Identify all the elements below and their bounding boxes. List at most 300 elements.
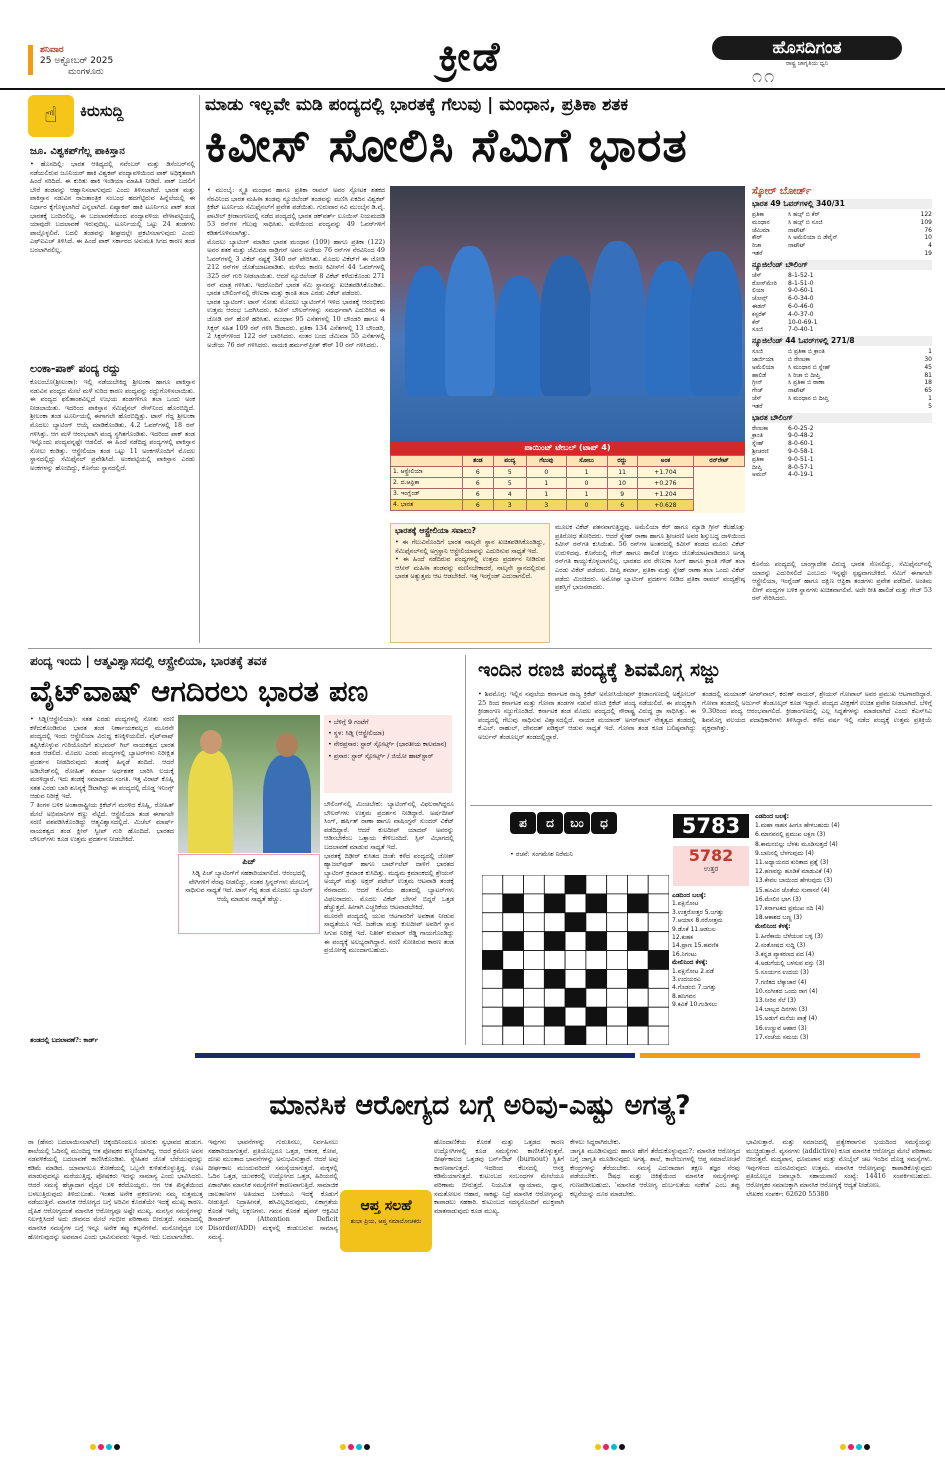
pt-header: ಪಂದ್ಯ <box>493 456 527 467</box>
clue-item: 14.ಪ್ರಾಣ 15.ಹವಣಿಕ <box>672 942 719 950</box>
score-cell: 18 <box>924 379 932 387</box>
scoreboard <box>752 186 932 556</box>
clue-item: 17.ಕರ್ನಾಟಕದ ಪ್ರಮುಖ ನದಿ (4) <box>755 905 824 913</box>
crossword-cell[interactable] <box>503 932 524 951</box>
odi-kicker: ಪಂದ್ಯ ಇಂದು | ಆತ್ಮವಿಶ್ವಾಸದಲ್ಲಿ ಆಸ್ಟ್ರೇಲಿಯಾ, ಭಾರತಕ್ಕೆ ತವಕ <box>30 654 267 668</box>
crossword-cell[interactable] <box>607 932 628 951</box>
score-cell: ದೀಪ್ತಿ <box>752 463 762 471</box>
score-row <box>752 464 932 472</box>
pt-header: ರದ್ದು <box>607 456 637 467</box>
crossword-cell[interactable] <box>524 988 545 1007</box>
logo-name: ಹೊಸದಿಗಂತ <box>712 36 902 60</box>
bowling-1-heading: ನ್ಯೂಜಿಲೆಂಡ್ ಬೌಲಿಂಗ್ <box>752 260 932 270</box>
pitch-body: ಸಿಡ್ನಿ ಪಿಚ್ ಬ್ಯಾಟಿಂಗ್‌ಗೆ ಸಹಕಾರಿಯಾಗಲಿದೆ. ಆರಂಭದಲ್ಲಿ ವೇಗಿಗಳಿಗೆ ನೆರವು ನೀಡಲಿದ್ದು, ನಂತರ ಸ್ಪಿನ್ನರ್‌ಗಳು ಮೇಲುಗೈ ಸಾಧಿಸುವ ಸಾಧ್ಯತೆ ಇದೆ. ಟಾಸ್ ಗೆದ್ದ ತಂಡ ಮೊದಲು ಬ್ಯಾಟಿಂಗ್ ಆಯ್ಕೆ ಮಾಡುವ ಸಾಧ್ಯತೆ ಹೆಚ್ಚು. <box>185 869 313 903</box>
kirusuddi-title: ಕಿರುಸುದ್ದಿ <box>80 102 124 120</box>
crossword-cell[interactable] <box>607 894 628 913</box>
score-row <box>752 295 932 303</box>
clue-item: 9.ಡೊಕೆ 11.ಆಡಬಲ <box>672 925 716 933</box>
pt-cell: 3 <box>527 500 566 511</box>
crossword-cell[interactable] <box>482 913 503 932</box>
score-cell: ಬಿ ಪ್ರತಿಕಾ ಬಿ ಕ್ರಾಂತಿ <box>788 348 825 356</box>
odi-headline: ವೈಟ್‌ವಾಷ್ ಆಗದಿರಲು ಭಾರತ ಪಣ <box>30 674 369 708</box>
crossword-cell[interactable] <box>648 988 669 1007</box>
question-box-headline: ಭಾರತಕ್ಕೆ ಆಸ್ಟ್ರೇಲಿಯಾ ಸವಾಲು? <box>395 526 477 535</box>
score-row <box>752 303 932 311</box>
match-info-item: • ಸ್ಥಳ: ಸಿಡ್ನಿ (ಆಸ್ಟ್ರೇಲಿಯಾ) <box>328 729 385 738</box>
odi-body-left: • ಸಿಡ್ನಿ(ಆಸ್ಟ್ರೇಲಿಯಾ): ಸತತ ಎರಡು ಪಂದ್ಯಗಳಲ್ಲಿ ಸೋತು ಸರಣಿ ಕಳೆದುಕೊಂಡಿರುವ ಭಾರತ ತಂಡ ನಿರ್ಣಾಯಕವಲ್ಲದ ಮೂರನೇ ಪಂದ್ಯದಲ್ಲಿ ಇಂದು ಆಸ್ಟ್ರೇಲಿಯಾ ವಿರುದ್ಧ ಕಣಕ್ಕಿಳಿಯಲಿದೆ. ವೈಟ್‌ವಾಷ್ ತಪ್ಪಿಸಿಕೊಳ್ಳುವ ಗುರಿಯೊಂದಿಗೆ ಶುಭಮನ್ ಗಿಲ್ ನಾಯಕತ್ವದ ಭಾರತ ತಂಡ ಆಡಲಿದೆ. ಮೊದಲ ಎರಡು ಪಂದ್ಯಗಳಲ್ಲಿ ಬ್ಯಾಟರ್‌ಗಳು ನಿರೀಕ್ಷಿತ ಪ್ರದರ್ಶನ ನೀಡದಿರುವುದು ತಂಡಕ್ಕೆ ಹಿನ್ನಡೆ ತಂದಿದೆ. ಆದರೆ ಅಡಿಲೇಡ್‌ನಲ್ಲಿ ರೋಹಿತ್ ಶರ್ಮಾ ಅರ್ಧಶತಕ ಬಾರಿಸಿ ಲಯಕ್ಕೆ ಮರಳಿದ್ದಾರೆ. ಇದು ತಂಡಕ್ಕೆ ಸಮಾಧಾನದ ಸಂಗತಿ. ಇತ್ತ ವಿರಾಟ್ ಕೊಹ್ಲಿ ಸತತ ಎರಡು ಬಾರಿ ಶೂನ್ಯಕ್ಕೆ ಔಟಾಗಿದ್ದು ಈ ಪಂದ್ಯದಲ್ಲಿ ದೊಡ್ಡ ಇನಿಂಗ್ಸ್ ಆಡುವ ನಿರೀಕ್ಷೆ ಇದೆ. 7 ತಿಂಗಳ ಬಳಿಕ ಅಂತಾರಾಷ್ಟ್ರೀಯ ಕ್ರಿಕೆಟ್‌ಗೆ ಮರಳಿದ ಕೊಹ್ಲಿ, ರೋಹಿತ್ ಮೇಲೆ ಅಭಿಮಾನಿಗಳ ಕಣ್ಣು ನೆಟ್ಟಿದೆ. ಆಸ್ಟ್ರೇಲಿಯಾ ತಂಡ ಈಗಾಗಲೇ ಸರಣಿ ವಶಪಡಿಸಿಕೊಂಡಿದ್ದು ಆತ್ಮವಿಶ್ವಾಸದಲ್ಲಿದೆ. ಮಿಚೆಲ್ ಮಾರ್ಷ್ ನಾಯಕತ್ವದ ತಂಡ ಕ್ಲೀನ್ ಸ್ವೀಪ್ ಗುರಿ ಹೊಂದಿದೆ. ಭಾರತದ ಬೌಲರ್‌ಗಳು ಕೂಡ ಉತ್ತಮ ಪ್ರದರ್ಶನ ನೀಡಬೇಕಿದೆ. <box>30 715 174 844</box>
divider-bar-orange <box>640 1053 920 1058</box>
crossword-cell[interactable] <box>503 1007 524 1026</box>
masthead-accent-bar <box>28 45 33 75</box>
crossword-cell[interactable] <box>503 988 524 1007</box>
weekday: ಶನಿವಾರ <box>40 45 64 55</box>
score-cell: 8-1-51-0 <box>788 279 814 287</box>
score-cell: 9-0-51-1 <box>788 455 814 463</box>
score-row <box>752 403 932 411</box>
pt-cell: 9 <box>607 489 637 500</box>
crossword-cell[interactable] <box>544 932 565 951</box>
clue-item: ಮೇಲಿನಿಂದ ಕೆಳಕ್ಕೆ: <box>755 923 791 931</box>
crossword-cell[interactable] <box>627 894 648 913</box>
score-cell: 109 <box>920 218 932 226</box>
lead-body-col1: • ಮುಂಬೈ: ಸ್ಮೃತಿ ಮಂಧಾನ ಹಾಗೂ ಪ್ರತಿಕಾ ರಾವಲ್ ಅವರ ಸ್ಫೋಟಕ ಶತಕದ ನೆರವಿನಿಂದ ಭಾರತ ಮಹಿಳಾ ತಂಡವು ನ್ಯೂಜಿಲೆಂಡ್ ತಂಡವನ್ನು ಮಣಿಸಿ ಏಕದಿನ ವಿಶ್ವಕಪ್ ಕ್ರಿಕೆಟ್ ಟೂರ್ನಿಯ ಸೆಮಿಫೈನಲ್‌ಗೆ ಪ್ರವೇಶ ಪಡೆಯಿತು. ಗುರುವಾರ ನವಿ ಮುಂಬೈನ ಡಿ.ವೈ. ಪಾಟೀಲ್ ಕ್ರೀಡಾಂಗಣದಲ್ಲಿ ನಡೆದ ಪಂದ್ಯದಲ್ಲಿ ಭಾರತ ಡಕ್‌ವರ್ತ್ ಲೂಯಿಸ್ ನಿಯಮದಡಿ 53 ರನ್‌ಗಳ ಗೆಲುವು ಸಾಧಿಸಿತು. ಮಳೆಯಿಂದ ಪಂದ್ಯವನ್ನು 49 ಓವರ್‌ಗಳಿಗೆ ಕಡಿತಗೊಳಿಸಲಾಗಿತ್ತು. ಮೊದಲು ಬ್ಯಾಟಿಂಗ್ ಮಾಡಿದ ಭಾರತ ಮಂಧಾನ (109) ಹಾಗೂ ಪ್ರತಿಕಾ (122) ಅವರ ಶತಕ ಮತ್ತು ಜೆಮಿಮಾ ರಾಡ್ರಿಗಸ್ ಅವರ ಅಜೇಯ 76 ರನ್‌ಗಳ ನೆರವಿನಿಂದ 49 ಓವರ್‌ಗಳಲ್ಲಿ 3 ವಿಕೆಟ್ ನಷ್ಟಕ್ಕೆ 340 ರನ್ ಪೇರಿಸಿತು. ಮೊದಲ ವಿಕೆಟ್‌ಗೆ ಈ ಜೋಡಿ 212 ರನ್‌ಗಳ ಜೊತೆಯಾಟವಾಡಿತು. ಮಳೆಯ ಕಾರಣ ಕಿವೀಸ್‌ಗೆ 44 ಓವರ್‌ಗಳಲ್ಲಿ 325 ರನ್ ಗುರಿ ನೀಡಲಾಯಿತು. ಆದರೆ ನ್ಯೂಜಿಲೆಂಡ್ 8 ವಿಕೆಟ್ ಕಳೆದುಕೊಂಡು 271 ರನ್ ಮಾತ್ರ ಗಳಿಸಿತು. ಇದರೊಂದಿಗೆ ಭಾರತ ಸೆಮಿ ಸ್ಥಾನವನ್ನು ಖಚಿತಪಡಿಸಿಕೊಂಡಿತು. ಭಾರತ ಬೌಲಿಂಗ್‌ನಲ್ಲಿ ರೇಣುಕಾ ಮತ್ತು ಕ್ರಾಂತಿ ತಲಾ ಎರಡು ವಿಕೆಟ್ ಪಡೆದರು. ಭಾರತ ಬ್ಯಾಟಿಂಗ್: ಟಾಸ್ ಸೋತು ಮೊದಲು ಬ್ಯಾಟಿಂಗ್‌ಗೆ ಇಳಿದ ಭಾರತಕ್ಕೆ ಆರಂಭಿಕರು ಉತ್ತಮ ಆರಂಭ ಒದಗಿಸಿದರು. ಕಿವೀಸ್ ಬೌಲರ್‌ಗಳನ್ನು ಸಮರ್ಥವಾಗಿ ಎದುರಿಸಿದ ಈ ಜೋಡಿ ರನ್ ಹೊಳೆ ಹರಿಸಿತು. ಮಂಧಾನ 95 ಎಸೆತಗಳಲ್ಲಿ 10 ಬೌಂಡರಿ ಹಾಗೂ 4 ಸಿಕ್ಸರ್ ಸಹಿತ 109 ರನ್ ಗಳಿಸಿ ಔಟಾದರು. ಪ್ರತಿಕಾ 134 ಎಸೆತಗಳಲ್ಲಿ 13 ಬೌಂಡರಿ, 2 ಸಿಕ್ಸರ್‌ಗಳಿಂದ 122 ರನ್ ಬಾರಿಸಿದರು. ನಂತರ ಬಂದ ಜೆಮಿಮಾ 55 ಎಸೆತಗಳಲ್ಲಿ ಅಜೇಯ 76 ರನ್ ಗಳಿಸಿದರು. ನಾಯಕಿ ಹರ್ಮನ್‌ಪ್ರೀತ್ ಕೌರ್ 10 ರನ್ ಗಳಿಸಿದರು. <box>207 186 385 349</box>
crossword-cell[interactable] <box>648 1026 669 1045</box>
column-divider <box>199 95 200 643</box>
match-info-item: • ನೇರಪ್ರಸಾರ: ಸ್ಟಾರ್ ಸ್ಪೋರ್ಟ್ಸ್ (ಭಾರತೀಯ ಕಾಲಮಾನ) <box>328 740 447 749</box>
pt-cell: 2. ದ.ಆಫ್ರಿಕಾ <box>391 478 463 489</box>
innings-1-summary: ಭಾರತ 49 ಓವರ್‌ಗಳಲ್ಲಿ 340/31 <box>752 199 932 209</box>
crossword-cell[interactable] <box>627 932 648 951</box>
score-cell: 9-0-60-1 <box>788 287 814 295</box>
crossword-cell[interactable] <box>607 1026 628 1045</box>
crossword-cell[interactable] <box>544 875 565 894</box>
crossword-cell[interactable] <box>482 969 503 988</box>
crossword-cell[interactable] <box>627 875 648 894</box>
lead-headline: ಕಿವೀಸ್ ಸೋಲಿಸಿ ಸೆಮಿಗೆ ಭಾರತ <box>205 118 688 172</box>
crossword-cell[interactable] <box>648 913 669 932</box>
crossword-cell[interactable] <box>565 1026 586 1045</box>
crossword-cell[interactable] <box>607 988 628 1007</box>
score-row <box>752 356 932 364</box>
match-info-item: • ಪ್ರಸಾರ: ಸ್ಟಾರ್ ಸ್ಪೋರ್ಟ್ಸ್ / ಜಿಯೋ ಹಾಟ್‌ಸ್ಟಾರ್ <box>328 751 434 760</box>
page-number: ೧೧ <box>752 66 777 87</box>
crossword-cell[interactable] <box>648 951 669 970</box>
pt-row <box>391 500 745 511</box>
ranji-body-1: • ಶಿವಮೊಗ್ಗ: ಇಲ್ಲಿನ ನವುಲೆಯ ಕರ್ನಾಟಕ ರಾಜ್ಯ ಕ್ರಿಕೆಟ್ ಅಸೋಸಿಯೇಷನ್ ಕ್ರೀಡಾಂಗಣದಲ್ಲಿ ಅಕ್ಟೋಬರ್ 25 ರಿಂದ ಕರ್ನಾಟಕ ಮತ್ತು ಗೋವಾ ತಂಡಗಳ ನಡುವೆ ರಣಜಿ ಕ್ರಿಕೆಟ್ ಪಂದ್ಯ ನಡೆಯಲಿದೆ. ಈ ಪಂದ್ಯಕ್ಕಾಗಿ ಕ್ರೀಡಾಂಗಣ ಸಜ್ಜುಗೊಂಡಿದೆ. ಕರ್ನಾಟಕ ತಂಡ ಮೊದಲ ಪಂದ್ಯದಲ್ಲಿ ಸೌರಾಷ್ಟ್ರ ವಿರುದ್ಧ ಡ್ರಾ ಸಾಧಿಸಿತ್ತು. ಈ ಪಂದ್ಯದಲ್ಲಿ ಗೆಲುವು ಸಾಧಿಸುವ ವಿಶ್ವಾಸದಲ್ಲಿದೆ. ನಾಯಕ ಮಯಾಂಕ್ ಅಗರ್‌ವಾಲ್ ನೇತೃತ್ವದ ತಂಡದಲ್ಲಿ ಕೆ.ಎಲ್. ರಾಹುಲ್, ದೇವದತ್ ಪಡಿಕ್ಕಲ್ ಆಡುವ ಸಾಧ್ಯತೆ ಇದೆ. ಗೋವಾ ತಂಡ ಕೂಡ ಬಲಿಷ್ಠವಾಗಿದ್ದು ಅರ್ಜುನ್ ತೆಂಡೂಲ್ಕರ್ ತಂಡದಲ್ಲಿದ್ದಾರೆ. <box>478 690 696 741</box>
score-cell: ರಿಚಾ <box>752 242 762 250</box>
crossword-cell[interactable] <box>482 951 503 970</box>
crossword-cell[interactable] <box>607 913 628 932</box>
score-cell: ಸಿ ರಿಚಾ ಬಿ ದೀಪ್ತಿ <box>788 371 821 379</box>
brief-1-body: • ಹೊಸದಿಲ್ಲಿ: ಭಾರತ ಆತಿಥ್ಯದಲ್ಲಿ ನವೆಂಬರ್ ಮತ್ತು ಡಿಸೆಂಬರ್‌ನಲ್ಲಿ ನಡೆಯಲಿರುವ ಜೂನಿಯರ್ ಹಾಕಿ ವಿಶ್ವಕಪ್ ಪಂದ್ಯಾವಳಿಯಿಂದ ಪಾಕ್ ಅಧಿಕೃತವಾಗಿ ಹಿಂದೆ ಸರಿದಿದೆ. ಈ ಕುರಿತು ಹಾಕಿ ಇಂಡಿಯಾ ಮಾಹಿತಿ ನೀಡಿದೆ. ಪಾಕ್ ಬದಲಿಗೆ ಬೇರೆ ತಂಡವನ್ನು ಆಹ್ವಾನಿಸಲಾಗುವುದು ಎಂದು ತಿಳಿಸಲಾಗಿದೆ. ಭಾರತ ಮತ್ತು ಪಾಕಿಸ್ತಾನ ನಡುವಿನ ರಾಜತಾಂತ್ರಿಕ ಸಂಬಂಧ ಹದಗೆಟ್ಟಿರುವ ಹಿನ್ನೆಲೆಯಲ್ಲಿ ಈ ನಿರ್ಧಾರ ಕೈಗೊಳ್ಳಲಾಗಿದೆ ಎನ್ನಲಾಗಿದೆ. ಏಷ್ಯಾಕಪ್ ಹಾಕಿ ಟೂರ್ನಿಗೂ ಪಾಕ್ ತಂಡ ಭಾರತಕ್ಕೆ ಬಂದಿರಲಿಲ್ಲ. ಈ ಬದಲಾವಣೆಯಿಂದ ಪಂದ್ಯಾವಳಿಯ ವೇಳಾಪಟ್ಟಿಯಲ್ಲಿ ಯಾವುದೇ ಬದಲಾವಣೆ ಇರುವುದಿಲ್ಲ. ಟೂರ್ನಿಯಲ್ಲಿ ಒಟ್ಟು 24 ತಂಡಗಳು ಪಾಲ್ಗೊಳ್ಳಲಿವೆ. ಬದಲಿ ತಂಡವನ್ನು ಶೀಘ್ರದಲ್ಲೇ ಪ್ರಕಟಿಸಲಾಗುವುದು ಎಂದು ಎಫ್‌ಐಎಚ್ ತಿಳಿಸಿದೆ. ಈ ಹಿಂದೆ ಪಾಕ್ ಸರ್ಕಾರದ ಅನುಮತಿ ಸಿಗದ ಕಾರಣ ತಂಡ ಬರಲಾಗಿರಲಿಲ್ಲ. <box>30 160 195 254</box>
crossword-cell[interactable] <box>524 913 545 932</box>
brief-2-body: ಕೊಲಂಬೊ(ಶ್ರೀಲಂಕಾ): ಇಲ್ಲಿ ನಡೆಯಬೇಕಿದ್ದ ಶ್ರೀಲಂಕಾ ಹಾಗೂ ಪಾಕಿಸ್ತಾನ ನಡುವಿನ ಪಂದ್ಯದ ಮೇಲೆ ಮಳೆ ಸುರಿದ ಕಾರಣ ಪಂದ್ಯವನ್ನು ರದ್ದುಗೊಳಿಸಲಾಯಿತು. ಈ ಪಂದ್ಯದ ಫಲಿತಾಂಶವಿಲ್ಲದೆ ಉಭಯ ತಂಡಗಳಿಗೂ ತಲಾ ಒಂದು ಅಂಕ ನೀಡಲಾಯಿತು. ಇದರಿಂದ ಪಾಕಿಸ್ತಾನ ಸೆಮಿಫೈನಲ್ ರೇಸ್‌ನಿಂದ ಹೊರಬಿದ್ದಿದೆ. ಶ್ರೀಲಂಕಾ ತಂಡ ಟೂರ್ನಿಯಲ್ಲಿ ಈಗಾಗಲೇ ಹೊರಬಿದ್ದಿತ್ತು. ಟಾಸ್ ಗೆದ್ದ ಶ್ರೀಲಂಕಾ ಮೊದಲು ಬ್ಯಾಟಿಂಗ್ ಆಯ್ಕೆ ಮಾಡಿಕೊಂಡಿತು. 4.2 ಓವರ್‌ಗಳಲ್ಲಿ 18 ರನ್ ಗಳಿಸಿತ್ತು. ಆಗ ಮಳೆ ಆರಂಭವಾಗಿ ಪಂದ್ಯ ಸ್ಥಗಿತಗೊಂಡಿತು. ಇದರಿಂದ ಪಾಕ್ ತಂಡ ಇನ್ನೊಂದು ಪಂದ್ಯವನ್ನಷ್ಟೇ ಆಡಲಿದೆ. ಈ ಹಿಂದೆ ನಡೆದಿದ್ದ ಪಂದ್ಯಗಳಲ್ಲಿ ಪಾಕಿಸ್ತಾನ ಸೋಲು ಕಂಡಿತ್ತು. ಆಸ್ಟ್ರೇಲಿಯಾ ತಂಡ ಒಟ್ಟು 11 ಅಂಕಗಳೊಂದಿಗೆ ಮೊದಲ ಸ್ಥಾನದಲ್ಲಿದ್ದು ಸೆಮಿಫೈನಲ್ ಪ್ರವೇಶಿಸಿದೆ. ಅಂಕಪಟ್ಟಿಯಲ್ಲಿ ಪಾಕಿಸ್ತಾನ ಎರಡು ಅಂಕಗಳನ್ನು ಹೊಂದಿದ್ದು, ಕೊನೆಯ ಸ್ಥಾನದಲ್ಲಿದೆ. <box>30 378 195 472</box>
crossword-cell[interactable] <box>503 951 524 970</box>
crossword-cell[interactable] <box>482 932 503 951</box>
score-row <box>752 456 932 464</box>
score-cell: ಇತರೆ <box>752 249 763 257</box>
score-cell: 65 <box>924 387 932 395</box>
team-celebration-photo <box>390 186 745 441</box>
score-cell: 5 <box>928 402 932 410</box>
score-cell: ಮಂಧಾನ <box>752 218 770 226</box>
crossword-grid <box>482 875 669 1045</box>
players-photo <box>178 715 320 853</box>
crossword-cell[interactable] <box>627 951 648 970</box>
score-cell: ಕ್ರಾಂತಿ <box>752 432 763 440</box>
score-cell <box>788 403 912 411</box>
clue-item: 8.ಕಾಮನಬಿಲ್ಲು ಬೆಳಕು ಮೂಡಿಸುತ್ತದೆ (4) <box>755 840 838 848</box>
scoreboard-title: ಸ್ಕೋರ್ ಬೋರ್ಡ್ <box>752 186 812 197</box>
clue-item: 1.ಪಕ್ಷಿನೋಟ 2.ಪಡೆ <box>672 967 714 975</box>
innings-1-bowling <box>752 272 932 334</box>
crossword-cell[interactable] <box>544 951 565 970</box>
score-row <box>752 319 932 327</box>
clue-item: 8.ಹನಿಗವನ <box>672 992 696 1000</box>
lead-body-col2: ಮೂಲಕ ವಿಕೆಟ್ ಪತನವಾಗುತ್ತಿದ್ದವು. ಅಮೆಲಿಯಾ ಕೆರ್ ಹಾಗೂ ಮ್ಯಾಡಿ ಗ್ರೀನ್ ಕೆಲಹೊತ್ತು ಪ್ರತಿರೋಧ ತೋರಿದರು. ಆದರೆ ಸ್ನೇಹ್ ರಾಣಾ ಹಾಗೂ ಶ್ರೀಚರಣಿ ಅವರ ಶಿಸ್ತುಬದ್ಧ ದಾಳಿಯಿಂದ ಕಿವೀಸ್ ರನ್‌ಗತಿ ಕುಸಿಯಿತು. 56 ರನ್‌ಗಳ ಅಂತರದಲ್ಲಿ ಕಿವೀಸ್ ತಂಡದ ಮೂರು ವಿಕೆಟ್ ಉರುಳಿದವು. ಕೊನೆಯಲ್ಲಿ ಗೇಜ್ ಹಾಗೂ ಹಾಲಿಡೆ ಉತ್ತಮ ಜೊತೆಯಾಟವಾಡಿದರೂ ಅಗತ್ಯ ರನ್‌ಗತಿ ಕಾಯ್ದುಕೊಳ್ಳಲಾಗಲಿಲ್ಲ. ಭಾರತದ ಪರ ರೇಣುಕಾ ಸಿಂಗ್ ಹಾಗೂ ಕ್ರಾಂತಿ ಗೌಡ್ ತಲಾ ಎರಡು ವಿಕೆಟ್ ಪಡೆದರು. ದೀಪ್ತಿ ಶರ್ಮಾ, ಪ್ರತಿಕಾ ಮತ್ತು ಸ್ನೇಹ್ ರಾಣಾ ತಲಾ ಒಂದು ವಿಕೆಟ್ ಪಡೆದು ಮಿಂಚಿದರು. ಅಮೋಘ ಬ್ಯಾಟಿಂಗ್ ಪ್ರದರ್ಶನ ನೀಡಿದ ಪ್ರತಿಕಾ ರಾವಲ್ ಪಂದ್ಯಶ್ರೇಷ್ಠ ಪ್ರಶಸ್ತಿಗೆ ಭಾಜನರಾದರು. <box>555 523 745 592</box>
crossword-cell[interactable] <box>565 894 586 913</box>
crossword-cell[interactable] <box>627 1007 648 1026</box>
score-cell: ಕಸ್ಪರೆಕ್ <box>752 310 767 318</box>
clue-item: 4.ಅಡುಗೆಯಲ್ಲಿ ಬಳಸುವ ವಸ್ತು (3) <box>755 960 825 968</box>
score-cell: ಸಿ ಅಮೆಲಿಯಾ ಬಿ ಡೆವೈನ್ <box>788 234 838 242</box>
score-cell: ರೋಸ್‌ಮೇರಿ <box>752 279 777 287</box>
pt-cell: 4. ಭಾರತ <box>391 500 463 511</box>
registration-mark <box>619 1444 625 1450</box>
score-cell: ಹಾಲಿಡೆ <box>752 371 767 379</box>
score-cell: 122 <box>920 211 932 218</box>
clue-item: 3.ಉದಯರವಿ <box>672 976 701 984</box>
clue-item: 11.ಅಧ್ಯಾಯನದ ಕುರಿತಾದ ಪ್ರಶ್ನೆ (3) <box>755 859 829 867</box>
score-cell: ಪ್ರತಿಕಾ <box>752 455 765 463</box>
odi-byline: ತಂಡದಲ್ಲಿ ಬದಲಾವಣೆ?: ಕಾರ್ಡ್ <box>30 1036 98 1044</box>
previous-answers <box>672 892 748 1052</box>
crossword-cell[interactable] <box>607 969 628 988</box>
pt-cell: 1 <box>566 489 607 500</box>
innings-2-batting <box>752 348 932 410</box>
crossword-cell[interactable] <box>607 951 628 970</box>
clue-item: 13.ನೀರಿನ ಸೆಲೆ (3) <box>755 997 796 1005</box>
score-cell: 9-0-48-2 <box>788 432 814 440</box>
pt-cell: +1.204 <box>637 489 693 500</box>
crossword-cell[interactable] <box>503 969 524 988</box>
divider-bar-blue <box>195 1053 635 1058</box>
crossword-cell[interactable] <box>586 894 607 913</box>
pt-header: ಅಂಕ <box>637 456 693 467</box>
clue-item: 7.ಗಣಿತದ ಲೆಕ್ಕಾಚಾರ (4) <box>755 978 807 986</box>
score-cell: ಸೂಜಿ <box>752 348 764 356</box>
clue-item: 3.ಉತ್ತರೋತ್ತರ 5.ಜಗತ್ತು <box>672 908 724 916</box>
crossword-cell[interactable] <box>565 1007 586 1026</box>
pt-cell: 1 <box>566 467 607 478</box>
score-row <box>752 242 932 250</box>
registration-mark <box>595 1444 601 1450</box>
crossword-cell[interactable] <box>524 1007 545 1026</box>
crossword-cell[interactable] <box>482 1007 503 1026</box>
score-row <box>752 287 932 295</box>
crossword-cell[interactable] <box>544 1007 565 1026</box>
pt-header: ತಂಡ <box>463 456 493 467</box>
score-cell: ಸ್ನೇಹ್ <box>752 440 765 448</box>
clue-item: 1.ಪಕ್ಷಿನೋಟ <box>672 900 699 908</box>
clue-item: 1.ಮಹಾ ಸಾಹಸ ಹೀಗೂ ಹೇಳಬಹುದು (4) <box>755 822 840 830</box>
score-row <box>752 387 932 395</box>
score-row <box>752 372 932 380</box>
score-cell: ಸಿ ಮಂಧಾನ ಬಿ ಸ್ನೇಹ್ <box>788 363 831 371</box>
score-cell: ಸಿ ಹಜ್ಸ್ ಬಿ ಕೆರ್ <box>788 211 820 218</box>
brief-1-headline: ಜೂ. ವಿಶ್ವಕಪ್‌ಗೆಲ್ಲ ಪಾಕಿಸ್ತಾನ <box>30 146 125 157</box>
score-cell: 8-0-60-1 <box>788 440 814 448</box>
crossword-cell[interactable] <box>586 932 607 951</box>
score-cell: ಲಿಯಾ <box>752 287 765 295</box>
clue-item: 1.ಹೀರೆಕಾಯಿ ಬೆಳೆಯುವ ಬಳ್ಳಿ (3) <box>755 932 824 940</box>
city: ಮಂಗಳೂರು <box>68 67 104 77</box>
answer-label: ಉತ್ತರ <box>703 865 719 873</box>
pt-cell: 0 <box>566 478 607 489</box>
crossword-cell[interactable] <box>565 951 586 970</box>
crossword-cell[interactable] <box>648 1007 669 1026</box>
advice-title: ಆಪ್ತ ಸಲಹೆ <box>360 1198 412 1214</box>
crossword-cell[interactable] <box>607 1007 628 1026</box>
clue-item: 10.ಸಂಗೀತದ ಒಂದು ರಾಗ (4) <box>755 987 818 995</box>
crossword-cell[interactable] <box>524 969 545 988</box>
crossword-cell[interactable] <box>648 932 669 951</box>
score-cell: ರೇಣುಕಾ <box>752 424 769 432</box>
score-cell: ಪ್ರತಿಕಾ <box>752 211 765 218</box>
crossword-cell[interactable] <box>544 969 565 988</box>
score-cell: ಇತರೆ <box>752 402 763 410</box>
crossword-cell[interactable] <box>648 969 669 988</box>
score-row <box>752 227 932 235</box>
crossword-letter: ಬಂ <box>564 812 590 834</box>
score-cell: ಕೆರ್ <box>752 318 761 326</box>
score-row <box>752 425 932 433</box>
crossword-cell[interactable] <box>565 875 586 894</box>
score-cell: 1 <box>928 394 932 402</box>
clue-item: 4.ಗೊಡಂಬಿ 7.ಜಗತ್ತು <box>672 984 717 992</box>
score-row <box>752 211 932 219</box>
pt-cell: 3 <box>493 500 527 511</box>
feature-col-1: ರಾ (ಹೆಸರು ಬದಲಾಯಿಸಲಾಗಿದೆ) ಚಿಕ್ಕಂದಿನಿಂದಲೂ ಚುರುಕು ಸ್ವಭಾವದ ಹುಡುಗ. ಶಾಲೆಯಲ್ಲಿ ಓದಿನಲ್ಲಿ ಮುಂದಿದ್ದ ಆತ ಪೋಷಕರ ಕಣ್ಮಣಿಯಾಗಿದ್ದ. ಆದರೆ ಕ್ರಮೇಣ ಅವನ ನಡವಳಿಕೆಯಲ್ಲಿ ಬದಲಾವಣೆ ಕಾಣಿಸಿಕೊಂಡಿತು. ಸ್ನೇಹಿತರ ಜೊತೆ ಬೆರೆಯುವುದನ್ನು ಕಡಿಮೆ ಮಾಡಿದ. ಯಾವಾಗಲೂ ಕೋಣೆಯಲ್ಲಿ ಒಬ್ಬನೇ ಕುಳಿತುಕೊಳ್ಳುತ್ತಿದ್ದ. ಊಟ ಮಾಡುವುದನ್ನೂ ಮರೆಯುತ್ತಿದ್ದ. ಪೋಷಕರು ಇದನ್ನು ಸಾಮಾನ್ಯ ಎಂದು ಭಾವಿಸಿದರು. ಆದರೆ ಸಮಸ್ಯೆ ಹೆಚ್ಚಾದಾಗ ವೈದ್ಯರ ಬಳಿ ಕರೆದೊಯ್ದರು. ಆಗ ಆತ ಖಿನ್ನತೆಯಿಂದ ಬಳಲುತ್ತಿರುವುದು ತಿಳಿದುಬಂತು. ಇಂತಹ ಅನೇಕ ಪ್ರಕರಣಗಳು ನಮ್ಮ ಸುತ್ತಮುತ್ತ ನಡೆಯುತ್ತಿವೆ. ಮಾನಸಿಕ ಆರೋಗ್ಯದ ಬಗ್ಗೆ ಅರಿವಿನ ಕೊರತೆಯೇ ಇದಕ್ಕೆ ಮುಖ್ಯ ಕಾರಣ. ದೈಹಿಕ ಆರೋಗ್ಯದಂತೆ ಮಾನಸಿಕ ಆರೋಗ್ಯವೂ ಅಷ್ಟೇ ಮುಖ್ಯ. ಮನಸ್ಸಿನ ಸಮಸ್ಯೆಗಳನ್ನು ನಿರ್ಲಕ್ಷಿಸಿದರೆ ಅದು ಜೀವನದ ಮೇಲೆ ಗಂಭೀರ ಪರಿಣಾಮ ಬೀರುತ್ತದೆ. ಸಮಾಜದಲ್ಲಿ ಮಾನಸಿಕ ಸಮಸ್ಯೆಗಳ ಬಗ್ಗೆ ಇನ್ನೂ ಅನೇಕ ತಪ್ಪು ಕಲ್ಪನೆಗಳಿವೆ. ಮನೋವೈದ್ಯರ ಬಳಿ ಹೋಗುವುದನ್ನು ಅವಮಾನ ಎಂದು ಭಾವಿಸುವವರು ಇದ್ದಾರೆ. ಇದು ಬದಲಾಗಬೇಕು. <box>28 1138 203 1241</box>
feature-col-2: ಇವುಗಳು ಭಾವನೆಗಳನ್ನು ಗುರುತಿಸಲು, ನಿರ್ವಹಿಸಲು ಸಹಕಾರಿಯಾಗುತ್ತವೆ. ಪ್ರತಿಯೊಬ್ಬರೂ ಒತ್ತಡ, ಆತಂಕ, ಕೋಪ, ದುಃಖ ಮುಂತಾದ ಭಾವನೆಗಳನ್ನು ಅನುಭವಿಸುತ್ತಾರೆ. ಆದರೆ ಅವು ದೀರ್ಘಕಾಲ ಮುಂದುವರಿದರೆ ಸಮಸ್ಯೆಯಾಗುತ್ತದೆ. ಮಕ್ಕಳಲ್ಲಿ ಓದಿನ ಒತ್ತಡ, ಯುವಕರಲ್ಲಿ ಉದ್ಯೋಗದ ಒತ್ತಡ, ಹಿರಿಯರಲ್ಲಿ ಏಕಾಂಗಿತನ ಮಾನಸಿಕ ಸಮಸ್ಯೆಗಳಿಗೆ ಕಾರಣವಾಗುತ್ತಿದೆ. ಸಾಮಾಜಿಕ ಜಾಲತಾಣಗಳ ಅತಿಯಾದ ಬಳಕೆಯೂ ಇದಕ್ಕೆ ಕೊಡುಗೆ ನೀಡುತ್ತಿದೆ. ನಿದ್ರಾಹೀನತೆ, ಹಸಿವಿಲ್ಲದಿರುವುದು, ಏಕಾಗ್ರತೆಯ ಕೊರತೆ ಇವೆಲ್ಲ ಲಕ್ಷಣಗಳು. ಗಮನ ಕೊರತೆ ಹೈಪರ್ ಆಕ್ಟಿವಿಟಿ ಡಿಸಾರ್ಡರ್ (Attention Deficit Disorder/ADD) ಮಕ್ಕಳಲ್ಲಿ ಕಂಡುಬರುವ ಸಾಮಾನ್ಯ ಸಮಸ್ಯೆ. <box>208 1138 338 1241</box>
pt-cell: 3. ಇಂಗ್ಲೆಂಡ್ <box>391 489 463 500</box>
registration-mark <box>364 1444 370 1450</box>
registration-mark <box>864 1444 870 1450</box>
innings-2-summary: ನ್ಯೂಜಿಲೆಂಡ್ 44 ಓವರ್‌ಗಳಲ್ಲಿ 271/8 <box>752 336 932 346</box>
pt-header: ರನ್‌ರೇಟ್ <box>694 456 745 467</box>
score-cell: 81 <box>924 371 932 379</box>
date-block <box>40 45 160 78</box>
crossword-cell[interactable] <box>586 1026 607 1045</box>
crossword-letter: ದ <box>537 812 563 834</box>
section-title: ಕ್ರೀಡೆ <box>438 34 502 80</box>
crossword-cell[interactable] <box>586 988 607 1007</box>
clue-item: 2.ಸಂತೋಷದ ಸುದ್ದಿ (3) <box>755 941 806 949</box>
crossword-cell[interactable] <box>482 894 503 913</box>
points-table-title: ಪಾಯಿಂಟ್ ಟೇಬಲ್ (ಟಾಪ್ 4) <box>390 441 745 455</box>
score-cell: 8-0-57-1 <box>788 463 814 471</box>
crossword-cell[interactable] <box>565 969 586 988</box>
pt-cell: +0.276 <box>637 478 693 489</box>
crossword-cell[interactable] <box>627 913 648 932</box>
score-cell: ಜಾರ್ಜಿಯಾ <box>752 355 774 363</box>
clue-item: 16.ಮೇಲಿನ ಭಾಗ (3) <box>755 895 802 903</box>
score-cell: ಜೋನ್ಸ್ <box>752 295 768 303</box>
score-cell: 30 <box>924 355 932 363</box>
crossword-cell[interactable] <box>503 894 524 913</box>
score-cell: 9-0-58-1 <box>788 447 814 455</box>
registration-mark <box>98 1444 104 1450</box>
score-cell: 8-1-52-1 <box>788 271 814 279</box>
crossword-cell[interactable] <box>503 913 524 932</box>
advice-badge <box>340 1190 432 1252</box>
clue-item: 14.ಬಾಲ್ಯದ ದಿನಗಳು (3) <box>755 1006 808 1014</box>
crossword-cell[interactable] <box>544 913 565 932</box>
clue-item: 13.ಕೇವಲ ಬಾಯಿಂದ ಹೇಳುವುದು (3) <box>755 877 833 885</box>
crossword-cell[interactable] <box>586 913 607 932</box>
score-cell: ಜೆಮಿಮಾ <box>752 226 770 234</box>
crossword-cell[interactable] <box>565 932 586 951</box>
registration-mark <box>348 1444 354 1450</box>
score-row <box>752 234 932 242</box>
score-cell: ಸೂಜಿ <box>752 326 764 334</box>
score-row <box>752 311 932 319</box>
crossword-cell[interactable] <box>586 951 607 970</box>
pt-cell: 1 <box>527 489 566 500</box>
score-cell: ನಾಟೌಟ್ <box>788 387 806 395</box>
crossword-cell[interactable] <box>524 951 545 970</box>
hand-pointing-icon: ☝ <box>28 95 74 137</box>
pt-cell: 1 <box>527 478 566 489</box>
crossword-cell[interactable] <box>607 875 628 894</box>
pt-cell: 5 <box>493 467 527 478</box>
score-cell: ಕೌರ್ <box>752 234 763 242</box>
score-row <box>752 348 932 356</box>
section-divider <box>470 805 932 806</box>
score-cell: ಗೇಜ್ <box>752 387 764 395</box>
crossword-cell[interactable] <box>503 1026 524 1045</box>
crossword-cell[interactable] <box>648 894 669 913</box>
pt-row <box>391 489 745 500</box>
score-cell: ಸಿ ಮಂಧಾನ ಬಿ ದೀಪ್ತಿ <box>788 394 829 402</box>
lead-body-col3: ಕೊನೆಯ ಪಂದ್ಯದಲ್ಲಿ ಬಾಂಗ್ಲಾದೇಶ ವಿರುದ್ಧ ಭಾರತ ಸೆಣಸಲಿದ್ದು, ಸೆಮಿಫೈನಲ್‌ನಲ್ಲಿ ಯಾರನ್ನು ಎದುರಿಸಲಿದೆ ಎಂಬುದು ಇನ್ನಷ್ಟೇ ಸ್ಪಷ್ಟವಾಗಬೇಕಿದೆ. ಸೆಮಿಗೆ ಈಗಾಗಲೇ ಆಸ್ಟ್ರೇಲಿಯಾ, ಇಂಗ್ಲೆಂಡ್ ಹಾಗೂ ದಕ್ಷಿಣ ಆಫ್ರಿಕಾ ತಂಡಗಳು ಪ್ರವೇಶ ಪಡೆದಿವೆ. ಅಂತಿಮ ಲೀಗ್ ಪಂದ್ಯಗಳ ಬಳಿಕ ಸ್ಥಾನಗಳು ಖಚಿತವಾಗಲಿವೆ. ಅದೇ ರೀತಿ ಹಾಲಿಡೆ ಮತ್ತು ಗೇಜ್ 53 ರನ್ ಸೇರಿಸಿದರು. <box>752 560 932 603</box>
clue-item: 16.ಉಣ್ಣುವ ಆಹಾರ (3) <box>755 1024 807 1032</box>
question-box-body: • ಈ ಗೆಲುವಿನೊಂದಿಗೆ ಭಾರತ ನಾಲ್ಕನೇ ಸ್ಥಾನ ಖಚಿತಪಡಿಸಿಕೊಂಡಿದ್ದು, ಸೆಮಿಫೈನಲ್‌ನಲ್ಲಿ ಅಗ್ರಸ್ಥಾನಿ ಆಸ್ಟ್ರೇಲಿಯಾವನ್ನು ಎದುರಿಸುವ ಸಾಧ್ಯತೆ ಇದೆ. • ಈ ಹಿಂದೆ ನಡೆದಿರುವ ಪಂದ್ಯಗಳಲ್ಲಿ ಉತ್ತಮ ಪ್ರದರ್ಶನ ನೀಡಿರುವ ಆಸೀಸ್ ಮಹಿಳಾ ತಂಡವನ್ನು ಮಣಿಸಬೇಕಾದರೆ, ನಾಲ್ಕನೇ ಸ್ಥಾನದಲ್ಲಿರುವ ಭಾರತ ಅತ್ಯುತ್ತಮ ಆಟ ಆಡಬೇಕಿದೆ. ಇತ್ತ ಇಂಗ್ಲೆಂಡ್ ಎದುರಾಗಲಿದೆ. <box>395 538 545 581</box>
crossword-cell[interactable] <box>524 932 545 951</box>
clue-item: 17.ಸಂಜೆಯ ಸಮಯ (3) <box>755 1033 809 1041</box>
registration-mark <box>848 1444 854 1450</box>
score-row <box>752 379 932 387</box>
clue-item: 12.ಹಣವನ್ನು ಹೂಡಿಕೆ ಮಾಡುವಿಕೆ (4) <box>755 868 833 876</box>
score-cell: 45 <box>924 363 932 371</box>
brief-2-headline: ಲಂಕಾ-ಪಾಕ್ ಪಂದ್ಯ ರದ್ದು <box>30 362 121 375</box>
clues-heading: ಎಡದಿಂದ ಬಲಕ್ಕೆ: <box>755 813 790 820</box>
crossword-cell[interactable] <box>544 988 565 1007</box>
clue-item: 6.ಮಾನವನಲ್ಲಿ ಪ್ರಮುಖ ಲಕ್ಷಣ (3) <box>755 831 826 839</box>
crossword-letter: ಧ <box>591 812 617 834</box>
crossword-cell[interactable] <box>482 875 503 894</box>
crossword-cell[interactable] <box>524 1026 545 1045</box>
score-cell: 7-0-40-1 <box>788 326 814 334</box>
score-cell: ಜೆಸ್ <box>752 271 762 279</box>
clue-item: 18.ಆಕಾಶದ ಬಣ್ಣ (3) <box>755 914 802 922</box>
score-cell: ಶ್ರೀಚರಣಿ <box>752 447 769 455</box>
innings-2-bowling <box>752 425 932 480</box>
clue-item: 16.ನಿಗಂಟು <box>672 950 697 958</box>
score-cell: ಬಿ ರೇಣುಕಾ <box>788 355 811 363</box>
crossword-cell[interactable] <box>503 875 524 894</box>
score-cell: 4 <box>928 242 932 250</box>
semifinal-question-box <box>390 523 550 643</box>
score-cell: ನಾಟೌಟ್ <box>788 242 806 250</box>
crossword-cell[interactable] <box>544 894 565 913</box>
feature-col-3: ಹೊಂದಾಣಿಕೆಯ ಕೊರತೆ ಮತ್ತು ಒತ್ತಡದ ಕಾರಣ ಉದ್ಯೋಗಿಗಳಲ್ಲಿ ಕೂಡ ಸಮಸ್ಯೆಗಳು ಕಾಣಿಸಿಕೊಳ್ಳುತ್ತವೆ. ದೀರ್ಘಕಾಲದ ಒತ್ತಡವು ಬರ್ನ್‌ಔಟ್ (burnout) ಸ್ಥಿತಿಗೆ ಕಾರಣವಾಗುತ್ತದೆ. ಇದರಿಂದ ಕೆಲಸದಲ್ಲಿ ಆಸಕ್ತಿ ಕಡಿಮೆಯಾಗುತ್ತದೆ. ಕುಟುಂಬದ ಸಂಬಂಧಗಳ ಮೇಲೆಯೂ ಪರಿಣಾಮ ಬೀರುತ್ತದೆ. ನಿಯಮಿತ ವ್ಯಾಯಾಮ, ಧ್ಯಾನ, ಸಮತೋಲನ ಆಹಾರ, ಸಾಕಷ್ಟು ನಿದ್ರೆ ಮಾನಸಿಕ ಆರೋಗ್ಯವನ್ನು ಕಾಪಾಡಲು ಸಹಕಾರಿ. ಕುಟುಂಬದ ಸದಸ್ಯರೊಂದಿಗೆ ಮುಕ್ತವಾಗಿ ಮಾತನಾಡುವುದು ಕೂಡ ಮುಖ್ಯ. <box>434 1138 564 1215</box>
crossword-cell[interactable] <box>524 894 545 913</box>
registration-mark <box>340 1444 346 1450</box>
crossword-cell[interactable] <box>565 988 586 1007</box>
pt-cell: 5 <box>493 478 527 489</box>
crossword-clues <box>755 812 935 1052</box>
crossword-cell[interactable] <box>482 1026 503 1045</box>
pt-row <box>391 478 745 489</box>
crossword-cell[interactable] <box>482 988 503 1007</box>
crossword-logo <box>510 812 650 836</box>
ranji-body-2: ತಂಡದಲ್ಲಿ ಮಯಾಂಕ್ ಅಗರ್‌ವಾಲ್, ಕರುಣ್ ನಾಯರ್, ಶ್ರೇಯಸ್ ಗೋಪಾಲ್ ಅವರ ಪ್ರಮುಖ ಆಟಗಾರರಿದ್ದಾರೆ. ಗೋವಾ ತಂಡದಲ್ಲಿ ಅರ್ಜುನ್ ತೆಂಡೂಲ್ಕರ್ ಕೂಡ ಇದ್ದಾರೆ. ಪಂದ್ಯದ ವೀಕ್ಷಣೆಗೆ ಉಚಿತ ಪ್ರವೇಶ ನೀಡಲಾಗಿದೆ. ಬೆಳಿಗ್ಗೆ 9.30ರಿಂದ ಪಂದ್ಯ ಆರಂಭವಾಗಲಿದೆ. ಕ್ರೀಡಾಂಗಣದಲ್ಲಿ ಎಲ್ಲ ಸಿದ್ಧತೆಗಳನ್ನು ಮಾಡಲಾಗಿದೆ ಎಂದು ಕೆಎಸ್‌ಸಿಎ ಶಿವಮೊಗ್ಗ ವಲಯದ ಪದಾಧಿಕಾರಿಗಳು ತಿಳಿಸಿದ್ದಾರೆ. ಕಳೆದ ವರ್ಷ ಇಲ್ಲಿ ನಡೆದ ಪಂದ್ಯಕ್ಕೆ ಉತ್ತಮ ಪ್ರತಿಕ್ರಿಯೆ ವ್ಯಕ್ತವಾಗಿತ್ತು. <box>702 690 932 733</box>
score-row <box>752 272 932 280</box>
score-cell: ಸಿ ಹಜ್ಸ್ ಬಿ ಸೂಜಿ <box>788 218 823 226</box>
newspaper-logo <box>712 36 902 86</box>
score-row <box>752 432 932 440</box>
clue-item: 5.ಸೂರ್ಯನ ಉದಯ (3) <box>755 969 809 977</box>
bowling-2-heading: ಭಾರತ ಬೌಲಿಂಗ್ <box>752 413 932 423</box>
score-row <box>752 395 932 403</box>
crossword-cell[interactable] <box>565 913 586 932</box>
registration-mark <box>603 1444 609 1450</box>
crossword-cell[interactable] <box>586 875 607 894</box>
pt-cell: 11 <box>607 467 637 478</box>
crossword-cell[interactable] <box>627 1026 648 1045</box>
feature-headline: ಮಾನಸಿಕ ಆರೋಗ್ಯದ ಬಗ್ಗೆ ಅರಿವು-ಎಷ್ಟು ಅಗತ್ಯ? <box>269 1090 691 1121</box>
crossword-cell[interactable] <box>586 1007 607 1026</box>
previous-number: 5782 <box>688 846 734 865</box>
clue-item: 12.ಕುಹಕ <box>672 934 694 942</box>
crossword-cell[interactable] <box>524 875 545 894</box>
logo-tagline: ರಾಷ್ಟ್ರ ಜಾಗೃತಿಯ ಧ್ವನಿ <box>785 60 829 67</box>
crossword-cell[interactable] <box>586 969 607 988</box>
score-row <box>752 326 932 334</box>
crossword-cell[interactable] <box>648 875 669 894</box>
crossword-cell[interactable] <box>627 969 648 988</box>
crossword-author: • ರಚನೆ: ಸಂಗಮೇಶ ನಿರೆಮನಿ <box>510 850 573 858</box>
pt-cell: 4 <box>493 489 527 500</box>
score-cell: 10-0-69-1 <box>788 318 818 326</box>
clue-item: 3.ಕನ್ನಡ ವ್ಯಾಕರಣದ ಪದ (4) <box>755 951 815 959</box>
score-cell: 6-0-46-0 <box>788 302 814 310</box>
pt-cell: 6 <box>463 478 493 489</box>
score-cell: 4-0-37-0 <box>788 310 814 318</box>
score-row <box>752 219 932 227</box>
score-cell <box>788 250 912 258</box>
previous-answer-badge <box>673 846 749 886</box>
score-row <box>752 471 932 479</box>
clue-item: 7.ಆಯಾಸ 8.ನರೋತ್ತಮ <box>672 917 723 925</box>
crossword-cell[interactable] <box>627 988 648 1007</box>
crossword-cell[interactable] <box>544 1026 565 1045</box>
score-cell: 6-0-34-0 <box>788 295 814 303</box>
pitch-title: ಪಿಚ್ <box>242 857 256 866</box>
pt-cell: 0 <box>566 500 607 511</box>
score-cell: ಗ್ರೀನ್ <box>752 379 763 387</box>
